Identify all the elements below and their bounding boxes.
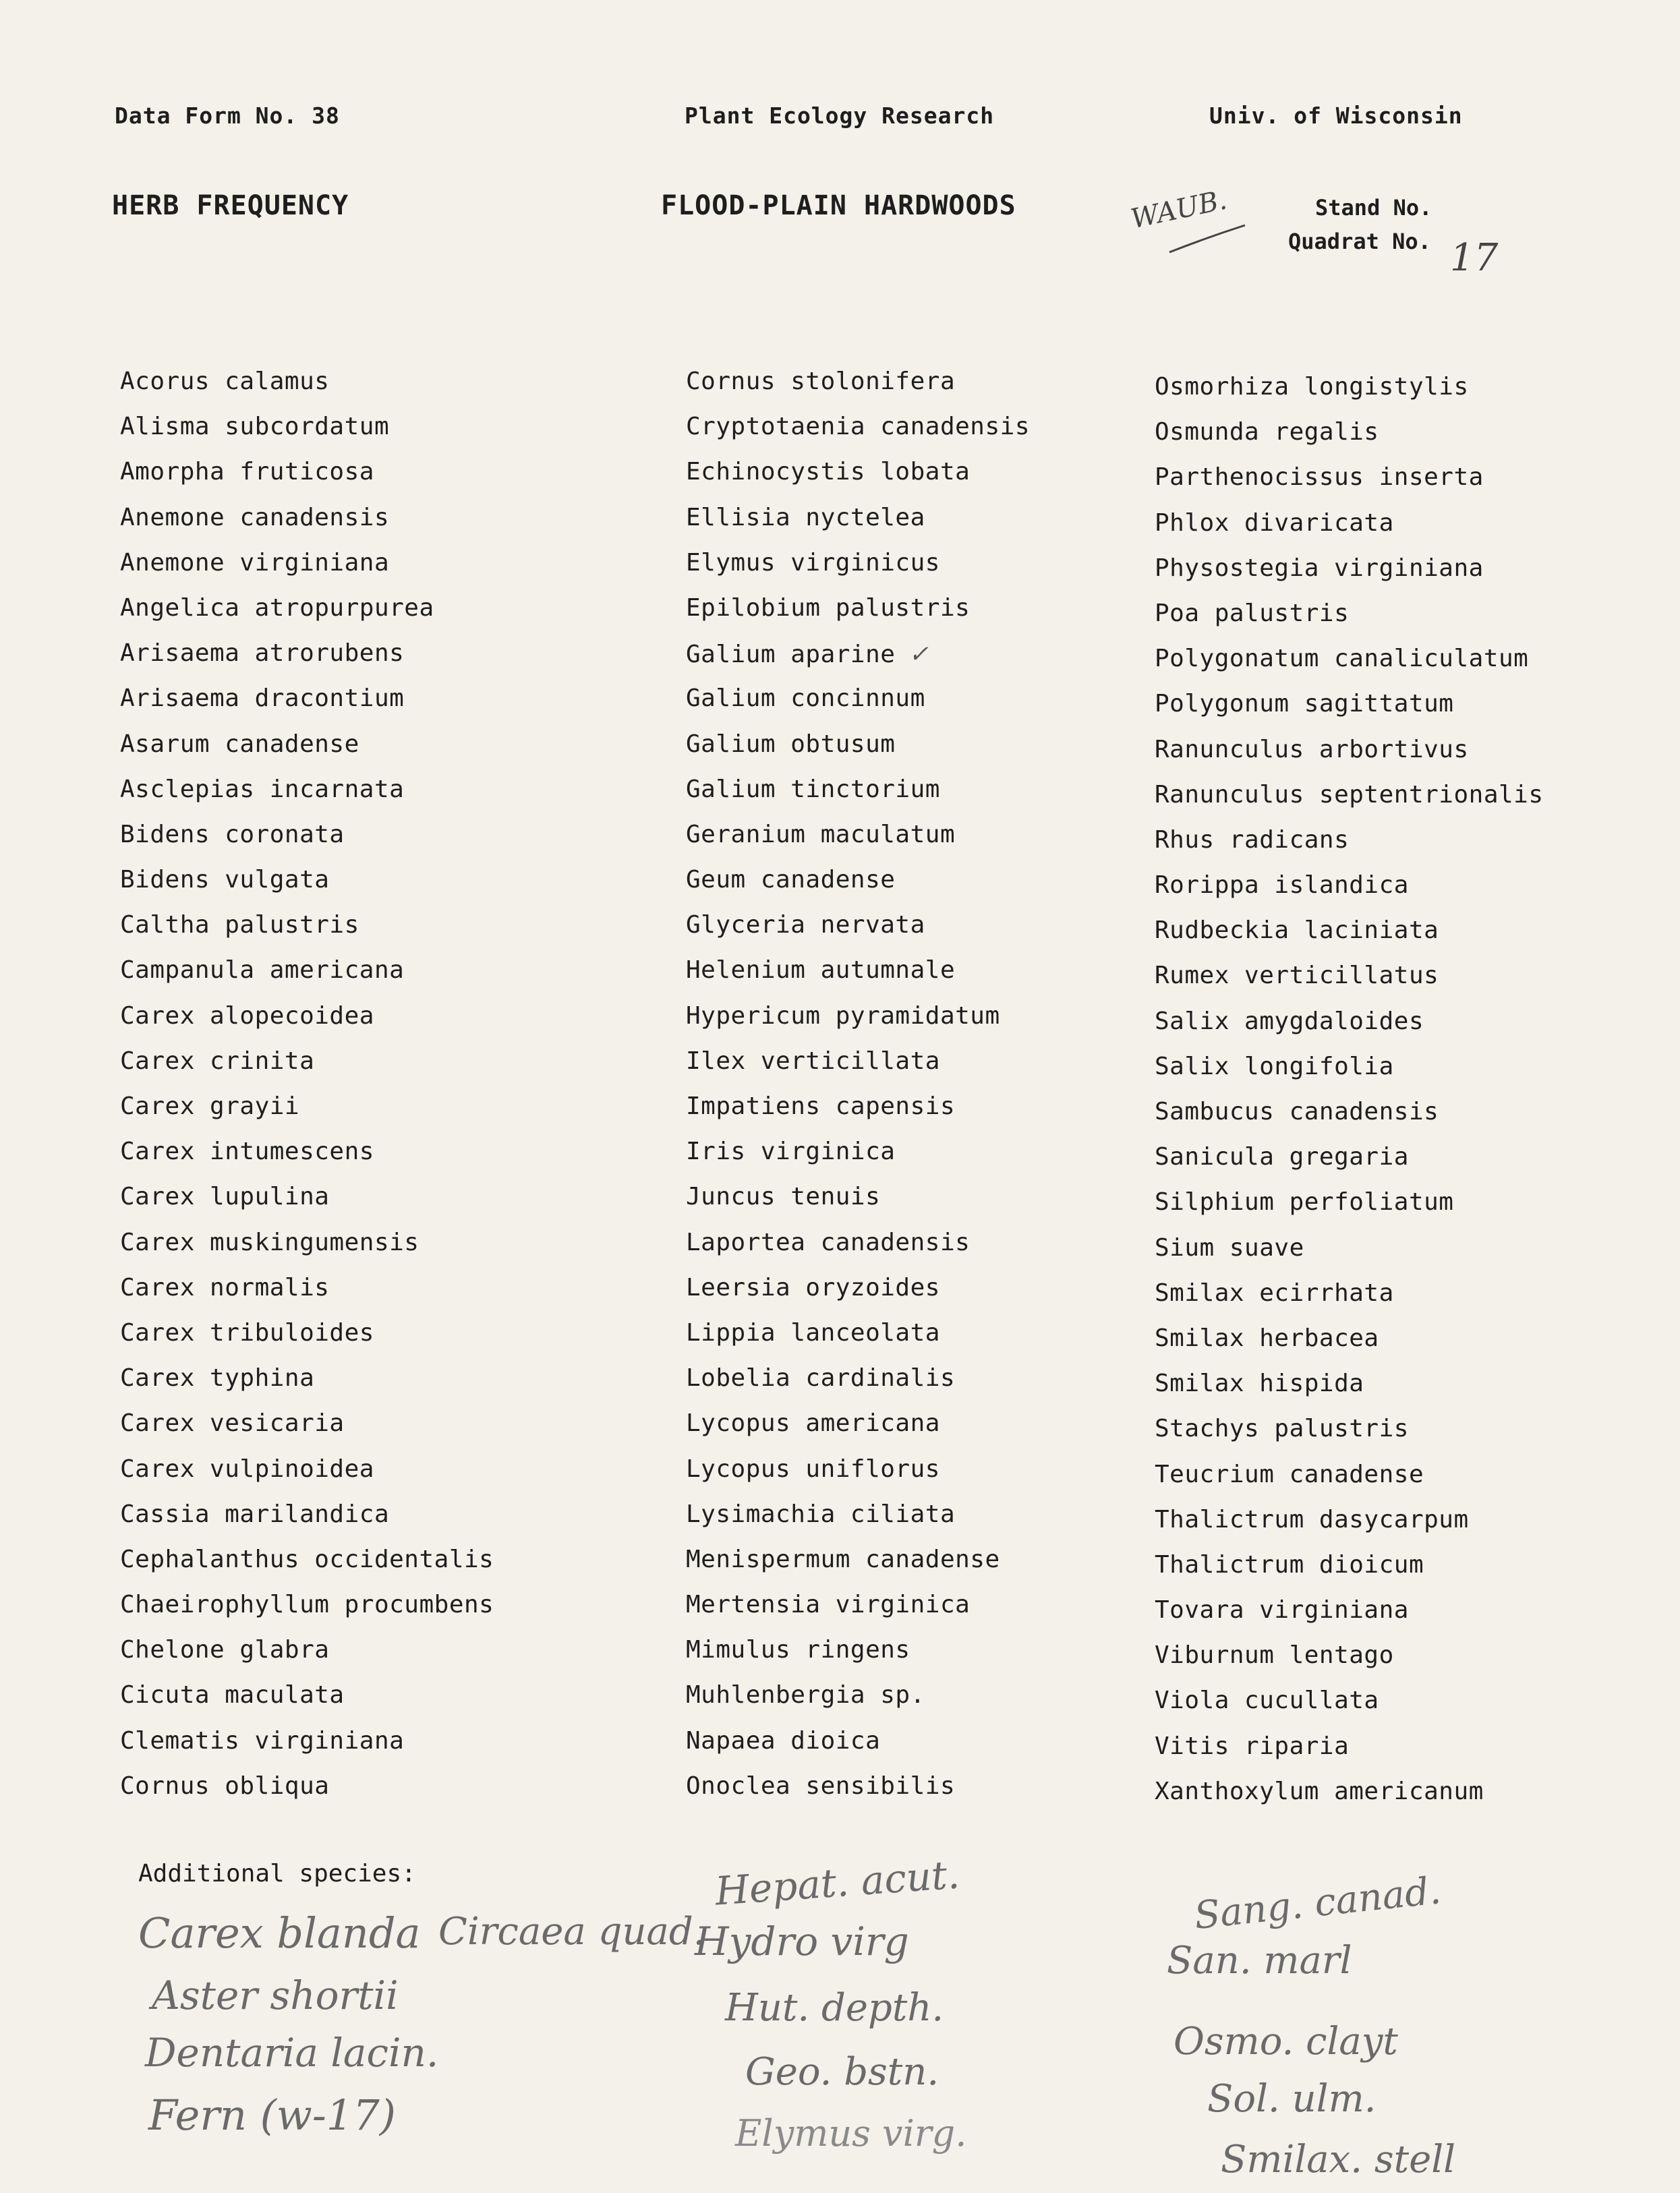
species-item: Carex lupulina (120, 1183, 330, 1211)
species-item: Glyceria nervata (686, 911, 925, 939)
species-item: Cornus obliqua (120, 1772, 330, 1800)
species-item: Sium suave (1155, 1233, 1304, 1262)
species-item: Muhlenbergia sp. (686, 1681, 925, 1709)
species-item: Smilax herbacea (1155, 1324, 1379, 1352)
species-item: Ilex verticillata (686, 1047, 940, 1075)
species-item: Epilobium palustris (686, 593, 971, 622)
species-item: Chaeirophyllum procumbens (120, 1591, 494, 1619)
form-title: HERB FREQUENCY (112, 190, 349, 221)
species-item: Carex vulpinoidea (120, 1455, 374, 1483)
species-item: Menispermum canadense (686, 1545, 1000, 1573)
species-item: Elymus virginicus (686, 548, 940, 577)
species-item: Teucrium canadense (1155, 1460, 1424, 1488)
species-item: Cryptotaenia canadensis (686, 413, 1030, 441)
species-item: Carex intumescens (120, 1138, 374, 1166)
species-item: Sanicula gregaria (1155, 1143, 1409, 1171)
species-item: Osmorhiza longistylis (1155, 373, 1469, 401)
species-item: Viola cucullata (1155, 1687, 1379, 1715)
species-item: Lycopus americana (686, 1409, 940, 1438)
species-item: Carex crinita (120, 1047, 315, 1075)
species-column-1 (120, 364, 633, 1814)
species-item: Tovara virginiana (1155, 1596, 1409, 1625)
species-item: Juncus tenuis (686, 1183, 881, 1211)
species-item: Galium obtusum (686, 730, 896, 758)
species-item: Smilax ecirrhata (1155, 1279, 1394, 1307)
species-item: Smilax hispida (1155, 1370, 1364, 1398)
habitat-title: FLOOD-PLAIN HARDWOODS (661, 190, 1016, 221)
handwritten-entry: Osmo. clayt (1174, 2020, 1398, 2064)
species-item: Galium concinnum (686, 684, 925, 713)
quadrat-number-label: Quadrat No. (1288, 229, 1431, 254)
species-item: Ranunculus arbortivus (1155, 735, 1469, 763)
check-mark: ✓ (910, 638, 927, 670)
species-item: Caltha palustris (120, 911, 359, 939)
species-item: Hypericum pyramidatum (686, 1001, 1000, 1030)
species-item: Phlox divaricata (1155, 508, 1394, 537)
species-item: Geum canadense (686, 866, 896, 894)
species-item: Thalictrum dasycarpum (1155, 1505, 1469, 1533)
species-item: Amorpha fruticosa (120, 458, 374, 486)
species-item: Xanthoxylum americanum (1155, 1777, 1484, 1805)
species-item: Sambucus canadensis (1155, 1098, 1439, 1125)
species-item: Rorippa islandica (1155, 871, 1409, 900)
additional-species-label: Additional species: (138, 1860, 416, 1888)
stand-note-handwritten: WAUB. (1128, 184, 1230, 235)
species-item: Carex grayii (120, 1092, 300, 1120)
species-item: Acorus calamus (120, 368, 330, 395)
handwritten-entry: Sol. ulm. (1207, 2077, 1377, 2121)
form-number: Data Form No. 38 (115, 103, 340, 129)
stand-number-label: Stand No. (1315, 195, 1432, 221)
stand-note-underline (1167, 223, 1248, 256)
species-item: Alisma subcordatum (120, 413, 390, 441)
university-label: Univ. of Wisconsin (1209, 103, 1463, 129)
species-item: Cicuta maculata (120, 1681, 345, 1709)
species-item: Carex muskingumensis (120, 1228, 419, 1256)
species-item: Lobelia cardinalis (686, 1364, 956, 1393)
handwritten-entry: Hydro virg (695, 1919, 909, 1964)
species-item: Polygonum sagittatum (1155, 690, 1454, 718)
species-item: Bidens coronata (120, 820, 345, 848)
species-item: Lycopus uniflorus (686, 1455, 940, 1483)
species-item: Arisaema atrorubens (120, 639, 405, 668)
species-item: Carex normalis (120, 1273, 330, 1302)
handwritten-entry: Smilax. stell (1221, 2138, 1456, 2182)
species-item: Ellisia nyctelea (686, 503, 925, 531)
handwritten-entry: Geo. bstn. (745, 2050, 939, 2094)
species-item: Carex alopecoidea (120, 1001, 374, 1030)
species-item: Lippia lanceolata (686, 1318, 940, 1347)
species-item: Bidens vulgata (120, 866, 330, 894)
species-item: Mimulus ringens (686, 1636, 910, 1664)
species-item: Napaea dioica (686, 1726, 881, 1755)
species-item: Cephalanthus occidentalis (120, 1545, 494, 1573)
species-item: Cornus stolonifera (686, 368, 956, 395)
handwritten-entry: Elymus virg. (735, 2112, 967, 2155)
quadrat-number-value: 17 (1450, 236, 1499, 280)
species-item: Physostegia virginiana (1155, 554, 1484, 582)
species-item: Angelica atropurpurea (120, 593, 434, 622)
species-label: Galium aparine (686, 641, 896, 669)
species-item: Geranium maculatum (686, 820, 956, 848)
species-item: Impatiens capensis (686, 1092, 956, 1120)
species-item: Carex tribuloides (120, 1318, 374, 1347)
species-item: Arisaema dracontium (120, 684, 405, 713)
handwritten-entry: Hut. depth. (725, 1986, 944, 2030)
handwritten-entry: San. marl (1167, 1939, 1352, 1983)
species-item: Anemone canadensis (120, 503, 390, 531)
species-item: Rumex verticillatus (1155, 962, 1439, 990)
handwritten-entry: Fern (w-17) (148, 2090, 396, 2140)
species-item: Onoclea sensibilis (686, 1772, 956, 1800)
species-item: Ranunculus septentrionalis (1155, 780, 1544, 809)
handwritten-entry: Carex blanda (138, 1908, 421, 1958)
species-item: Silphium perfoliatum (1155, 1188, 1454, 1217)
species-item: Campanula americana (120, 956, 405, 985)
handwritten-entry: Aster shortii (152, 1972, 399, 2018)
species-item: Stachys palustris (1155, 1415, 1409, 1443)
species-item: Lysimachia ciliata (686, 1500, 956, 1528)
species-item: Salix amygdaloides (1155, 1007, 1424, 1035)
handwritten-entry: Circaea quad. (438, 1910, 705, 1954)
species-item: Parthenocissus inserta (1155, 463, 1484, 492)
species-item: Poa palustris (1155, 599, 1350, 627)
species-item: Mertensia virginica (686, 1591, 971, 1619)
species-item: Helenium autumnale (686, 956, 956, 985)
species-item: Galium tinctorium (686, 775, 940, 803)
species-item: Chelone glabra (120, 1636, 330, 1664)
species-column-2 (686, 364, 1198, 1814)
species-item: Vitis riparia (1155, 1732, 1350, 1760)
species-item: Thalictrum dioicum (1155, 1550, 1424, 1579)
species-item: Cassia marilandica (120, 1500, 390, 1528)
species-item: Rudbeckia laciniata (1155, 916, 1439, 945)
handwritten-entry: Sang. canad. (1192, 1868, 1443, 1939)
species-item: Carex vesicaria (120, 1409, 345, 1438)
species-column-3 (1155, 370, 1667, 1819)
species-item: Osmunda regalis (1155, 418, 1379, 446)
species-item: Rhus radicans (1155, 825, 1350, 854)
handwritten-entry: Dentaria lacin. (145, 2030, 439, 2076)
species-item: Laportea canadensis (686, 1228, 971, 1256)
species-item: Polygonatum canaliculatum (1155, 645, 1529, 673)
species-item: Anemone virginiana (120, 548, 390, 577)
species-item (686, 636, 1198, 681)
species-item: Clematis virginiana (120, 1726, 405, 1755)
species-item: Iris virginica (686, 1138, 896, 1166)
species-item: Carex typhina (120, 1364, 315, 1393)
species-item: Asarum canadense (120, 730, 359, 758)
species-item: Viburnum lentago (1155, 1641, 1394, 1670)
species-item: Asclepias incarnata (120, 775, 405, 803)
institution-label: Plant Ecology Research (685, 103, 995, 129)
species-item: Salix longifolia (1155, 1052, 1394, 1080)
handwritten-entry: Hepat. acut. (714, 1851, 961, 1914)
species-item: Leersia oryzoides (686, 1273, 940, 1302)
species-item: Echinocystis lobata (686, 458, 971, 486)
